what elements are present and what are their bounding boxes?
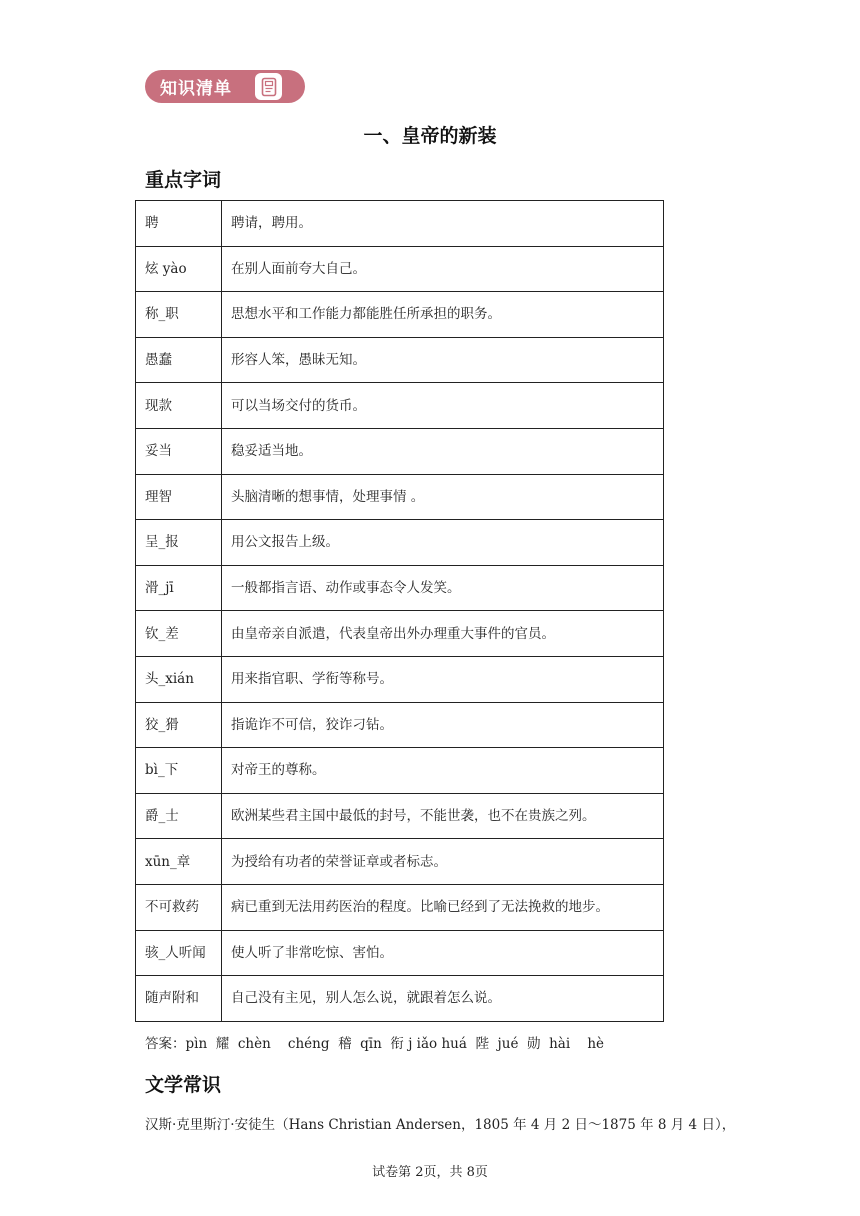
vocab-definition: 指诡诈不可信，狡诈刁钻。 — [222, 702, 664, 748]
table-row — [136, 474, 664, 520]
vocab-definition: 思想水平和工作能力都能胜任所承担的职务。 — [222, 292, 664, 338]
table-row — [136, 383, 664, 429]
vocab-definition: 用来指官职、学衔等称号。 — [222, 656, 664, 702]
vocab-definition: 自己没有主见，别人怎么说，就跟着怎么说。 — [222, 976, 664, 1022]
vocab-definition: 对帝王的尊称。 — [222, 748, 664, 794]
table-row — [136, 428, 664, 474]
vocab-term: 头_xián — [136, 656, 222, 702]
table-row — [136, 337, 664, 383]
vocab-definition: 为授给有功者的荣誉证章或者标志。 — [222, 839, 664, 885]
badge-label: 知识清单 — [160, 79, 232, 99]
vocab-term: 狡_猾 — [136, 702, 222, 748]
vocab-definition: 一般都指言语、动作或事态令人发笑。 — [222, 565, 664, 611]
vocab-definition: 欧洲某些君主国中最低的封号，不能世袭，也不在贵族之列。 — [222, 793, 664, 839]
vocab-definition: 聘请，聘用。 — [222, 201, 664, 247]
vocab-definition: 形容人笨，愚昧无知。 — [222, 337, 664, 383]
page-footer: 试卷第 2页，共 8页 — [372, 1165, 488, 1180]
vocab-term: 呈_报 — [136, 520, 222, 566]
vocab-term: 滑_jī — [136, 565, 222, 611]
table-row — [136, 839, 664, 885]
section-badge — [145, 70, 305, 103]
vocab-term: 聘 — [136, 201, 222, 247]
vocab-term: 理智 — [136, 474, 222, 520]
table-row — [136, 884, 664, 930]
vocab-term: 随声附和 — [136, 976, 222, 1022]
literature-text: 汉斯·克里斯汀·安徒生（Hans Christian Andersen，1805 年 4 月 2 日～1875 年 8 月 4 日）， — [145, 1117, 736, 1133]
vocab-definition: 头脑清晰的想事情，处理事情 。 — [222, 474, 664, 520]
vocab-term: xūn_章 — [136, 839, 222, 885]
table-row — [136, 246, 664, 292]
vocab-table — [135, 200, 664, 1022]
vocab-definition: 用公文报告上级。 — [222, 520, 664, 566]
vocab-term: 骇_人听闻 — [136, 930, 222, 976]
vocab-definition: 可以当场交付的货币。 — [222, 383, 664, 429]
table-row — [136, 930, 664, 976]
table-row — [136, 793, 664, 839]
vocab-definition: 在别人面前夸大自己。 — [222, 246, 664, 292]
vocab-table-body — [136, 201, 664, 1022]
document-icon — [255, 73, 282, 100]
vocab-term: 妥当 — [136, 428, 222, 474]
answer-line: 答案：pìn 耀 chèn chéng 稽 qīn 衔 j iǎo huá 陛 jué 勋 hài hè — [145, 1036, 605, 1052]
table-row — [136, 611, 664, 657]
vocab-definition: 病已重到无法用药医治的程度。比喻已经到了无法挽救的地步。 — [222, 884, 664, 930]
table-row — [136, 976, 664, 1022]
vocab-term: 现款 — [136, 383, 222, 429]
table-row — [136, 656, 664, 702]
vocab-definition: 稳妥适当地。 — [222, 428, 664, 474]
vocab-term: 钦_差 — [136, 611, 222, 657]
table-row — [136, 292, 664, 338]
table-row — [136, 702, 664, 748]
vocab-term: 不可救药 — [136, 884, 222, 930]
table-row — [136, 748, 664, 794]
literature-heading: 文学常识 — [145, 1074, 222, 1096]
vocab-term: bì_下 — [136, 748, 222, 794]
page-title: 一、皇帝的新装 — [363, 125, 497, 147]
vocab-term: 愚蠢 — [136, 337, 222, 383]
table-row — [136, 201, 664, 247]
vocab-term: 爵_士 — [136, 793, 222, 839]
table-row — [136, 565, 664, 611]
table-row — [136, 520, 664, 566]
vocab-definition: 使人听了非常吃惊、害怕。 — [222, 930, 664, 976]
vocab-heading: 重点字词 — [145, 169, 222, 191]
vocab-definition: 由皇帝亲自派遣，代表皇帝出外办理重大事件的官员。 — [222, 611, 664, 657]
vocab-term: 炫 yào — [136, 246, 222, 292]
vocab-term: 称_职 — [136, 292, 222, 338]
